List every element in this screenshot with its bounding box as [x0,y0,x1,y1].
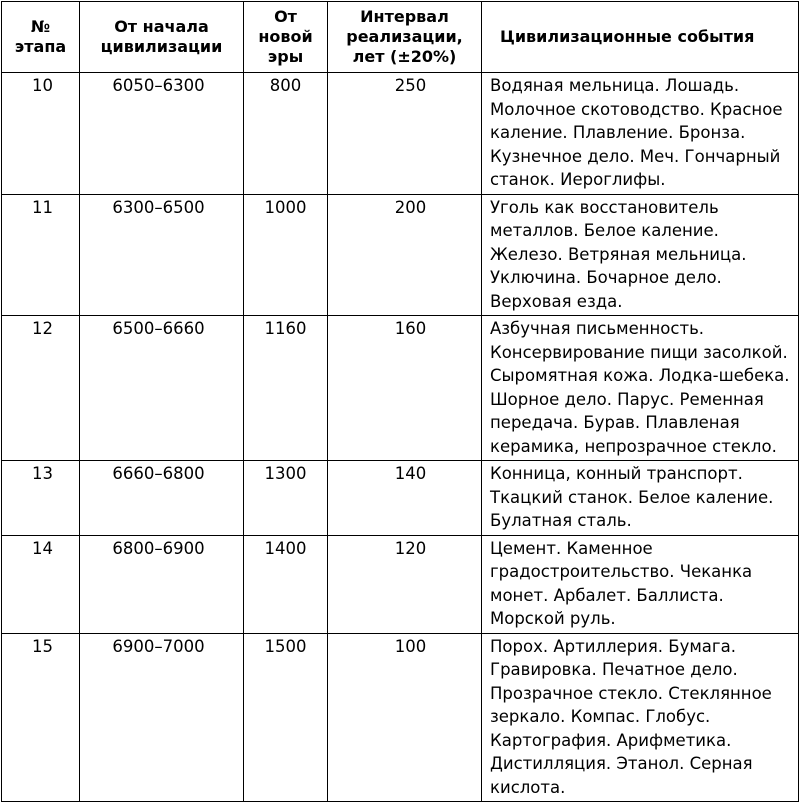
table-row [2,461,799,536]
cell-stage: 10 [2,73,80,195]
cell-events: Цемент. Каменное градостроительство. Чеканка монет. Арбалет. Баллиста. Морской руль. [482,535,799,633]
table-body [2,73,799,802]
table-row [2,316,799,461]
cell-era: 1500 [244,633,328,802]
cell-interval: 100 [328,633,482,802]
table-row [2,633,799,802]
cell-events: Водяная мельница. Лошадь. Молочное скотоводство. Красное каление. Плавление. Бронза. Кузнечное дело. Меч. Гончарный станок. Иероглифы. [482,73,799,195]
header-from-start [80,2,244,73]
cell-range: 6500–6660 [80,316,244,461]
header-from-start-line-1: От начала [114,17,209,36]
cell-interval: 160 [328,316,482,461]
cell-events: Порох. Артиллерия. Бумага. Гравировка. Печатное дело. Прозрачное стекло. Стеклянное зеркало. Компас. Глобус. Картография. Арифметика. Дистилляция. Этанол. Серная кислота. [482,633,799,802]
header-from-era [244,2,328,73]
table-row [2,535,799,633]
table-header [2,2,799,73]
cell-range: 6300–6500 [80,194,244,316]
cell-stage: 15 [2,633,80,802]
cell-era: 1160 [244,316,328,461]
cell-era: 1000 [244,194,328,316]
cell-events: Конница, конный транспорт. Ткацкий станок. Белое каление. Булатная сталь. [482,461,799,536]
header-events: Цивилизационные события [482,2,799,73]
table-row [2,194,799,316]
header-interval-line-3: лет (±20%) [352,47,457,66]
cell-era: 1400 [244,535,328,633]
header-interval-line-2: реализации, [346,27,463,46]
cell-interval: 200 [328,194,482,316]
cell-range: 6050–6300 [80,73,244,195]
cell-stage: 13 [2,461,80,536]
header-from-start-line-2: цивилизации [100,37,223,56]
cell-range: 6900–7000 [80,633,244,802]
cell-era: 800 [244,73,328,195]
cell-era: 1300 [244,461,328,536]
header-interval-line-1: Интервал [360,7,449,26]
cell-interval: 120 [328,535,482,633]
header-stage [2,2,80,73]
cell-stage: 14 [2,535,80,633]
header-stage-line-1: № [30,17,51,36]
table-row [2,73,799,195]
cell-stage: 11 [2,194,80,316]
header-interval [328,2,482,73]
header-from-era-line-3: эры [267,47,304,66]
header-stage-line-2: этапа [14,37,67,56]
cell-stage: 12 [2,316,80,461]
header-from-era-line-1: От [274,7,297,26]
cell-interval: 140 [328,461,482,536]
header-row [2,2,799,73]
cell-events: Азбучная письменность. Консервирование пищи засолкой. Сыромятная кожа. Лодка-шебека. Шорное дело. Парус. Ременная передача. Бурав. Плавленая керамика, непрозрачное стекло. [482,316,799,461]
header-from-era-line-2: новой [258,27,313,46]
cell-range: 6800–6900 [80,535,244,633]
cell-range: 6660–6800 [80,461,244,536]
cell-interval: 250 [328,73,482,195]
civilization-events-table [1,1,799,802]
cell-events: Уголь как восстановитель металлов. Белое каление. Железо. Ветряная мельница. Уключина. Бочарное дело. Верховая езда. [482,194,799,316]
